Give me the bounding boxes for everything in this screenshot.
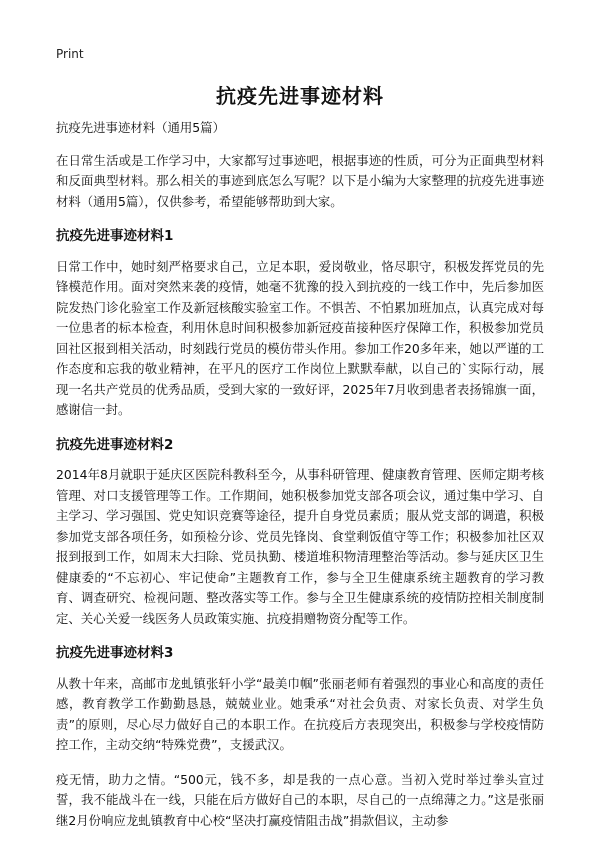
section-paragraph: 2014年8月就职于延庆区医院科教科至今，从事科研管理、健康教育管理、医师定期考核管理、对口支援管理等工作。工作期间，她积极参加党支部各项会议，通过集中学习、自主学习、学习强国、党史知识竞赛等途径，提升自身党员素质；服从党支部的调遣，积极参加党支部各项任务，如预检分诊、党员先锋岗、食堂剩饭值守等工作；积极参加社区双报到报到工作，如周末大扫除、党员执勤、楼道堆积物清理整治等活动。参与延庆区卫生健康委的“不忘初心、牢记使命”主题教育工作，参与全卫生健康系统主题教育的学习教育、调查研究、检视问题、整改落实等工作。参与全卫生健康系统的疫情防控相关制度制定、关心关爱一线医务人员政策实施、抗疫捐赠物资分配等工作。 bbox=[56, 467, 544, 626]
print-link[interactable]: Print bbox=[56, 47, 84, 61]
section-heading: 抗疫先进事迹材料3 bbox=[56, 645, 174, 661]
section-heading: 抗疫先进事迹材料2 bbox=[56, 436, 174, 453]
document-body bbox=[56, 118, 544, 845]
section-paragraph: 日常工作中，她时刻严格要求自己，立足本职，爱岗敬业，恪尽职守，积极发挥党员的先锋模范作用。面对突然来袭的疫情，她毫不犹豫的投入到抗疫的一线工作中，先后参加医院发热门诊化验室工作及新冠核酸实验室工作。不惧苦、不怕累加班加点，认真完成对每一位患者的标本检查，利用休息时间积极参加新冠疫苗接种医疗保障工作，积极参加党员回社区报到相关活动，时刻践行党员的模仿带头作用。参加工作20多年来，她以严谨的工作态度和忘我的敬业精神，在平凡的医疗工作岗位上默默奉献，以自己的`实际行动，展现一名共产党员的优秀品质，受到大家的一致好评，2025年7月收到患者表扬锦旗一面，感谢信一封。 bbox=[56, 258, 544, 417]
section-paragraph: 疫无情，助力之情。“500元，钱不多，却是我的一点心意。当初入党时举过拳头宣过誓，我不能战斗在一线，只能在后方做好自己的本职，尽自己的一点绵薄之力。”这是张丽继2月份响应龙虬镇教育中心校“坚决打赢疫情阻击战”捐款倡议，主动参 bbox=[56, 771, 544, 828]
intro-paragraph: 在日常生活或是工作学习中，大家都写过事迹吧，根据事迹的性质，可分为正面典型材料和反面典型材料。那么相关的事迹到底怎么写呢？以下是小编为大家整理的抗疫先进事迹材料（通用5篇），仅供参考，希望能够帮助到大家。 bbox=[56, 152, 544, 209]
section-paragraph: 从教十年来，高邮市龙虬镇张轩小学“最美巾帼”张丽老师有着强烈的事业心和高度的责任感，教育教学工作勤勤恳恳，兢兢业业。她秉承“对社会负责、对家长负责、对学生负责”的原则，尽心尽力做好自己的本职工作。在抗疫后方表现突出，积极参与学校疫情防控工作，主动交纳“特殊党费”，支援武汉。 bbox=[56, 675, 544, 752]
document-subtitle: 抗疫先进事迹材料（通用5篇） bbox=[56, 120, 225, 135]
page-title: 抗疫先进事迹材料 bbox=[216, 84, 384, 108]
section-heading: 抗疫先进事迹材料1 bbox=[56, 228, 174, 244]
